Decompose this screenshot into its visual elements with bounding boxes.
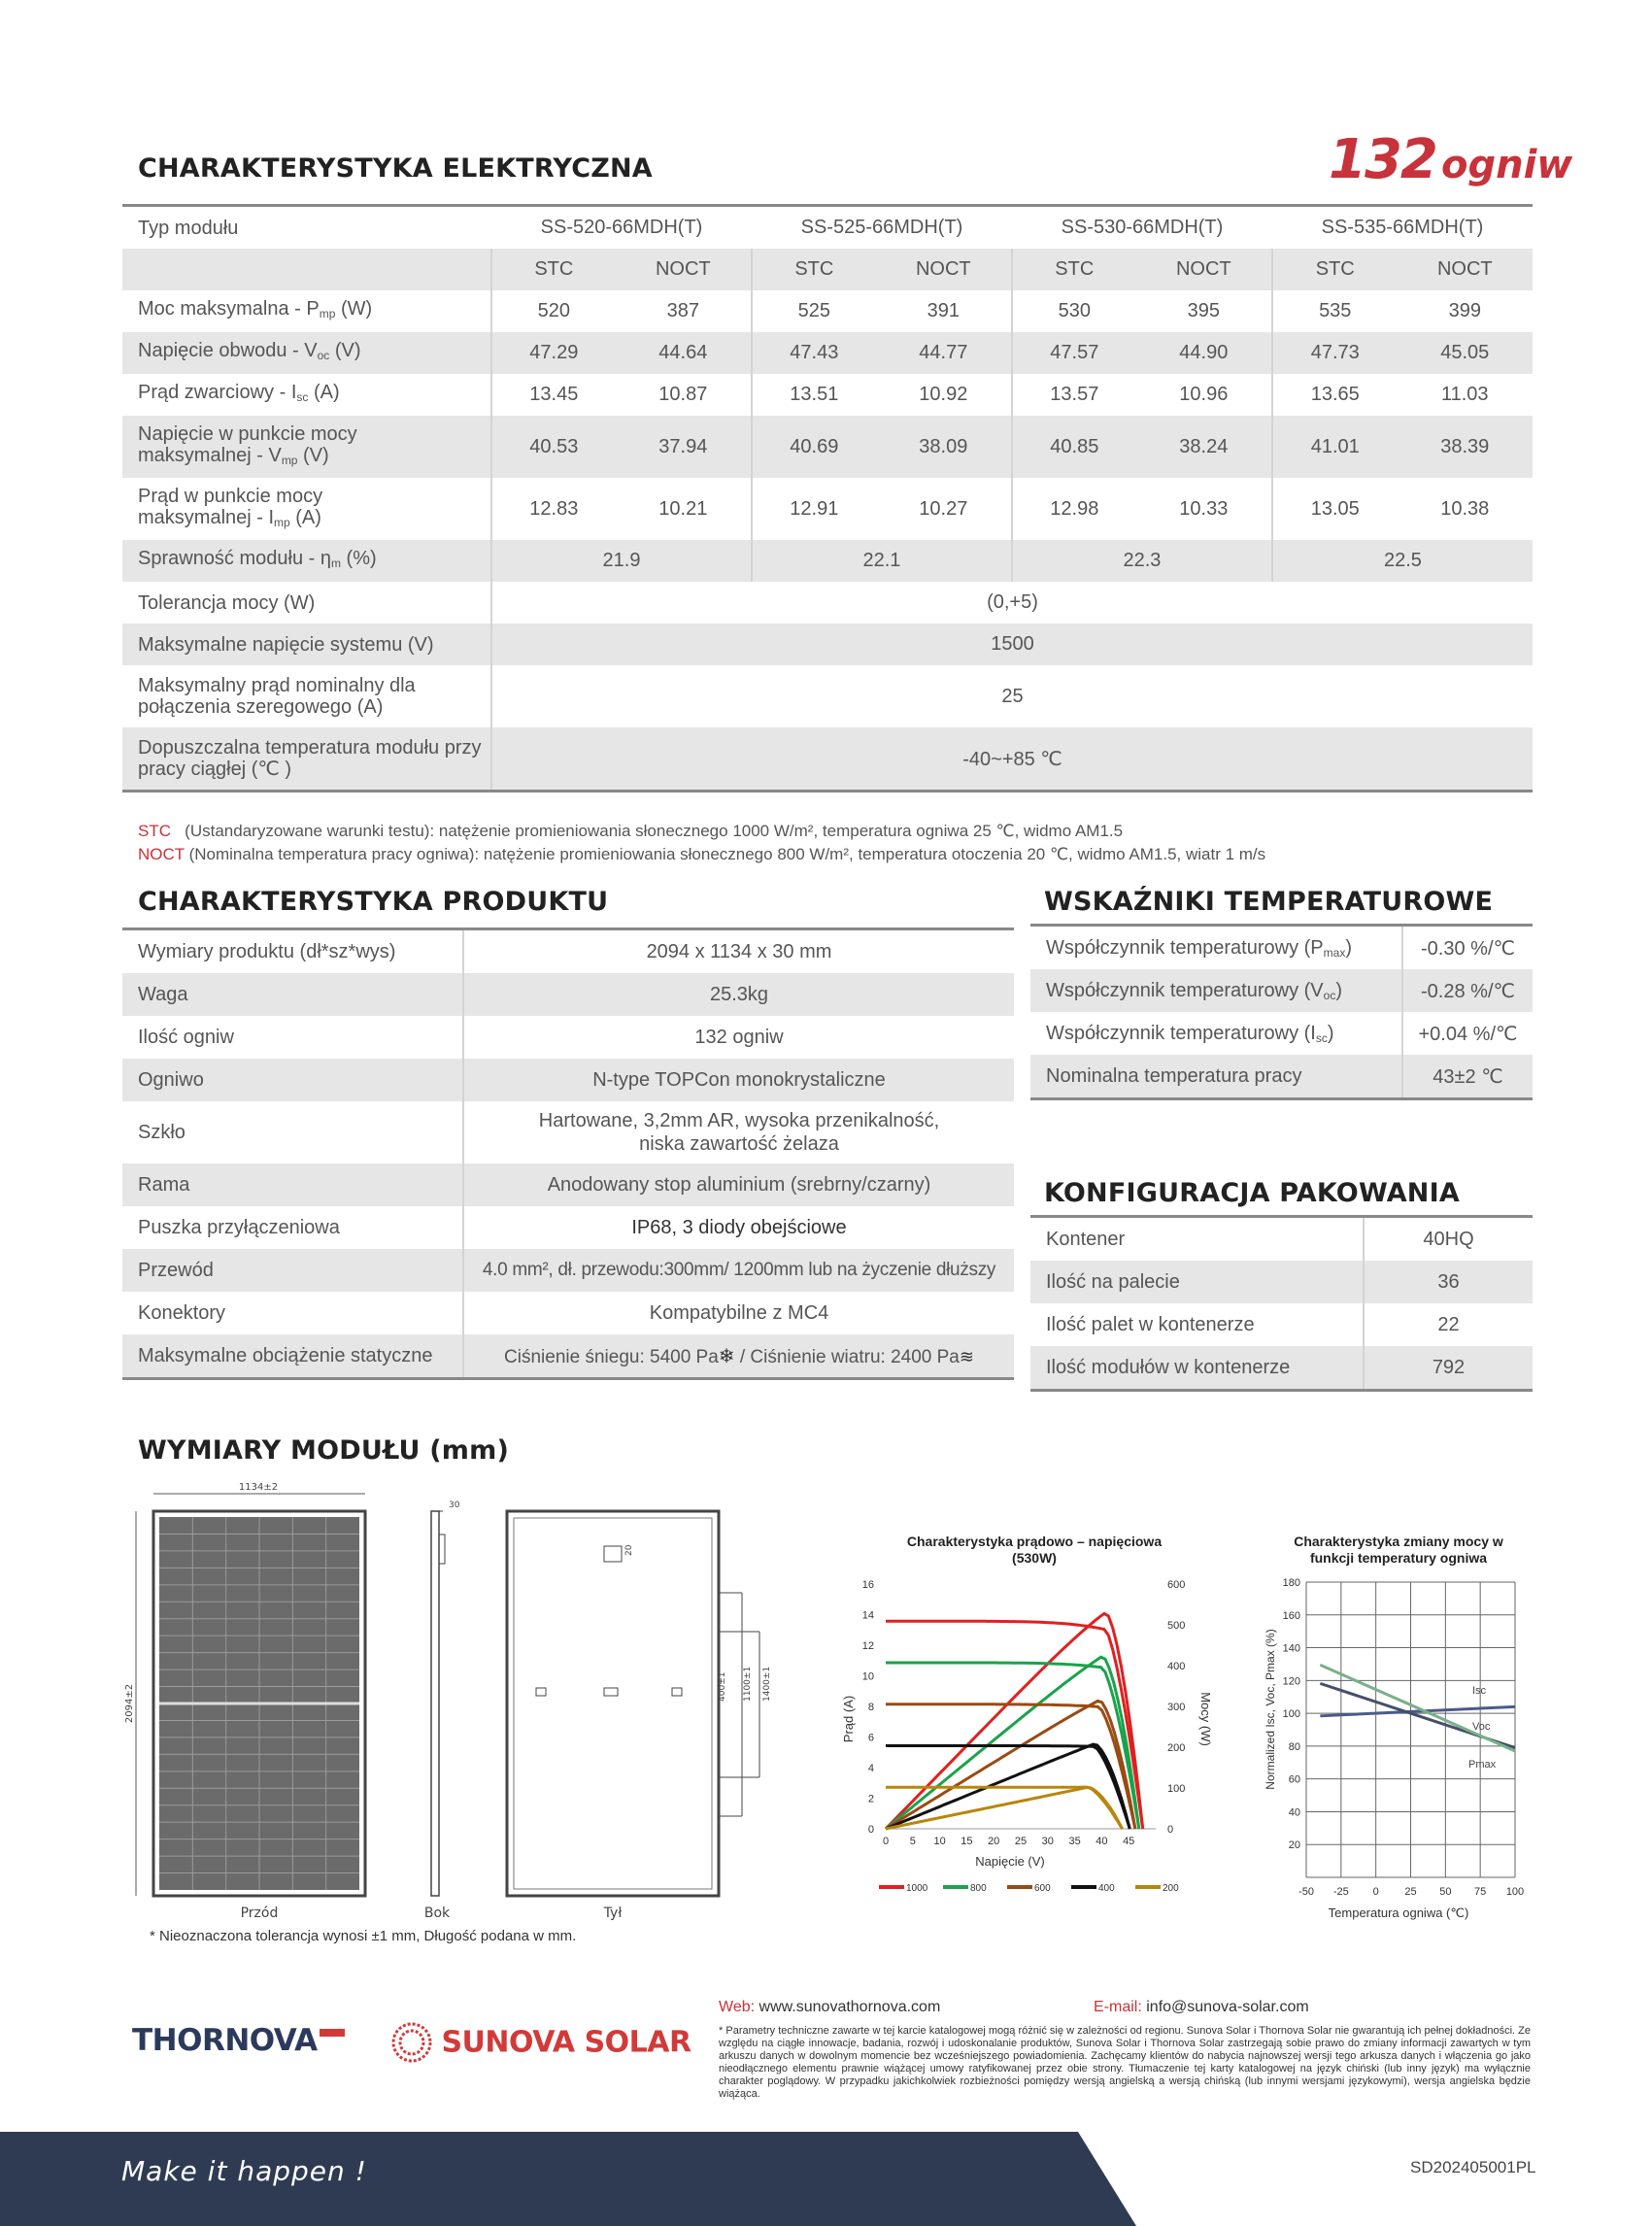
electrical-table [122,204,1533,793]
table-row [122,416,1533,478]
row-label: Kontener [1030,1217,1364,1262]
table-cell: 38.39 [1398,416,1533,478]
temp-ylabel: Normalized Isc, Voc, Pmax (%) [1264,1629,1277,1790]
depth-dimension: 30 [449,1501,460,1510]
temp-y-tick: 160 [1282,1609,1300,1622]
row-label: Puszka przyłączeniowa [122,1206,463,1249]
table-cell: -0.30 %/℃ [1402,926,1533,970]
row-label: Prąd zwarciowy - $I_{sc}$ (A) [138,382,340,404]
temp-y-tick: 140 [1282,1642,1300,1655]
temp-y-tick: 40 [1288,1806,1300,1819]
table-row [122,1059,1014,1101]
temp-x-tick: -50 [1298,1886,1314,1898]
side-label: Bok [423,1906,451,1921]
table-row [1030,926,1533,970]
web-line: Web: www.sunovathornova.com [719,1999,941,2015]
table-cell: 10.21 [658,497,708,520]
dim-a: 400±1 [718,1671,727,1702]
table-row [122,478,1533,540]
temp-line-label: Pmax [1468,1758,1497,1771]
table-cell: 2094 x 1134 x 30 mm [463,929,1014,974]
table-cell: 43±2 ℃ [1402,1055,1533,1099]
table-row [122,624,1533,665]
back-label: Tył [603,1906,623,1921]
model-name: SS-530-66MDH(T) [1012,206,1272,250]
table-cell: Hartowane, 3,2mm AR, wysoka przenikalność, niska zawartość żelaza [538,1110,940,1155]
table-cell: 4.0 mm², dł. przewodu:300mm/ 1200mm lub na życzenie dłuższy [463,1249,1014,1292]
table-row [1030,1217,1533,1262]
product-table [122,928,1014,1380]
temp-line-label: Isc [1472,1684,1487,1697]
table-cell: 530 [1012,290,1136,332]
cells-badge [1329,128,1572,191]
table-cell: 792 [1364,1346,1533,1391]
table-cell: 40.85 [1012,416,1136,478]
temp-x-tick: 75 [1474,1886,1487,1898]
table-row [122,1292,1014,1334]
table-cell: 395 [1187,300,1220,321]
table-cell: 40.53 [491,416,616,478]
table-cell: N-type TOPCon monokrystaliczne [463,1059,1014,1101]
table-cell: 525 [752,290,876,332]
row-label: Tolerancja mocy (W) [138,591,316,614]
row-label: Współczynnik temperaturowy $(V_{oc})$ [1030,969,1402,1012]
iv-y-tick: 8 [867,1702,874,1713]
table-cell: 44.90 [1136,332,1272,374]
table-cell: IP68, 3 diody obejściowe [631,1216,847,1238]
temp-y-tick: 120 [1282,1675,1300,1688]
slogan: Make it happen ! [121,2155,367,2187]
row-label: Maksymalny prąd nominalny dla połączenia szeregowego (A) [138,675,416,718]
table-cell: 12.91 [752,478,876,540]
cells-number: 132 [1329,128,1436,191]
table-cell: 45.05 [1398,332,1533,374]
sunova-wordmark: SUNOVA SOLAR [441,2025,691,2060]
type-label: Typ modułu [122,206,491,250]
table-cell: 44.77 [876,332,1012,374]
iv-x-tick: 0 [882,1836,890,1847]
table-cell: Anodowany stop aluminium (srebrny/czarny) [463,1164,1014,1206]
table-row [122,1164,1014,1206]
row-label: Ilość palet w kontenerze [1030,1303,1364,1346]
row-label: Prąd w punkcie mocy maksymalnej - $I_{mp}$ (A) [138,485,323,529]
legend-label: 400 [1098,1883,1115,1894]
packing-title: KONFIGURACJA PAKOWANIA [1044,1178,1460,1208]
noct-header: NOCT [616,249,752,290]
side-view [424,1501,460,1921]
table-cell: 38.09 [876,416,1012,478]
table-row [122,929,1014,974]
iv-x-tick: 45 [1123,1836,1135,1847]
iv-x-tick: 20 [988,1836,1000,1847]
table-row [122,665,1533,727]
sunova-sun-icon [388,2020,437,2065]
table-cell: 37.94 [616,416,752,478]
legend-label: 800 [970,1883,987,1894]
temp-y-tick: 20 [1288,1839,1300,1852]
table-cell: 535 [1272,290,1398,332]
row-label: Ilość na palecie [1030,1261,1364,1303]
temp-chart [1253,1520,1544,1928]
table-cell: 47.43 [752,332,876,374]
table-cell: 41.01 [1272,416,1398,478]
dim-d: 20 [624,1544,634,1556]
table-cell: 40HQ [1364,1217,1533,1262]
row-label: Waga [122,973,463,1016]
temp-x-tick: 0 [1372,1886,1379,1898]
table-cell: 22.3 [1012,540,1272,582]
stc-header: STC [752,249,876,290]
iv-y-tick: 6 [867,1732,874,1744]
table-cell: 1500 [491,624,1533,665]
pv-curve-600 [886,1701,1135,1829]
front-label: Przód [240,1906,279,1921]
table-cell: 22 [1437,1313,1460,1335]
table-row [1030,969,1533,1012]
iv-y-tick: 16 [861,1579,874,1591]
temp-x-tick: -25 [1332,1886,1349,1898]
temp-line-label: Voc [1472,1721,1491,1733]
packing-table [1030,1215,1533,1392]
table-cell: 47.29 [491,332,616,374]
width-dimension: 1134±2 [238,1482,279,1493]
row-label: Moc maksymalna - $P_{mp}$ (W) [138,298,373,320]
front-view [124,1482,365,1921]
thornova-logo-accent [320,2029,345,2037]
table-cell: 12.98 [1012,478,1136,540]
row-label: Ogniwo [122,1059,463,1101]
table-cell: 10.96 [1179,384,1229,405]
iv-x-tick: 5 [909,1836,916,1847]
table-row [122,374,1533,416]
row-label: Przewód [122,1249,463,1292]
iv-x-tick: 25 [1014,1836,1028,1847]
row-label: Ilość modułów w kontenerze [1030,1346,1364,1391]
snowflake-icon: ❄ [718,1345,735,1367]
table-cell: 13.05 [1272,478,1398,540]
table-cell: 132 ogniw [694,1026,784,1048]
table-cell: 25 [491,665,1533,727]
table-row [122,206,1533,250]
model-name: SS-535-66MDH(T) [1272,206,1533,250]
table-row [1030,1261,1533,1303]
electrical-title: CHARAKTERYSTYKA ELEKTRYCZNA [138,153,653,184]
model-name: SS-520-66MDH(T) [491,206,752,250]
table-cell: 399 [1448,300,1481,321]
noct-header: NOCT [1136,249,1272,290]
legend-label: 600 [1034,1883,1051,1894]
table-cell: 13.51 [752,374,876,416]
table-row [122,1249,1014,1292]
noct-header: NOCT [1398,249,1533,290]
stc-note: STC (Ustandaryzowane warunki testu): natężenie promieniowania słonecznego 1000 W/m², temperatura ogniwa 25 ℃, widmo AM1.5 [138,822,1124,840]
table-cell: 13.57 [1012,374,1136,416]
iv-chart-subtitle: (530W) [1012,1550,1057,1566]
row-label: Współczynnik temperaturowy $(P_{max})$ [1030,926,1402,970]
email-link[interactable]: info@sunova-solar.com [1146,1999,1309,2015]
table-row [122,1101,1014,1164]
iv-y-tick: 0 [867,1824,874,1836]
table-cell: Kompatybilne z MC4 [649,1301,829,1324]
iv-x-tick: 10 [933,1836,946,1847]
temp-y-tick: 180 [1282,1577,1300,1589]
row-label: Napięcie w punkcie mocy maksymalnej - $V_{mp}$ (V) [122,416,491,478]
product-title: CHARAKTERYSTYKA PRODUKTU [138,887,609,917]
iv-x-tick: 15 [961,1836,973,1847]
back-view [507,1511,772,1921]
iv-y-tick: 10 [861,1670,874,1683]
row-label: Nominalna temperatura pracy [1030,1055,1402,1099]
temp-x-tick: 50 [1439,1886,1452,1898]
temp-x-tick: 100 [1505,1886,1525,1898]
dims-note: * Nieoznaczona tolerancja wynosi ±1 mm, Długość podana w mm. [150,1928,577,1944]
footer-notch [1078,2132,1652,2226]
table-cell: 11.03 [1440,384,1489,405]
table-row [122,249,1533,290]
iv-ylabel: Prąd (A) [841,1695,856,1743]
iv-y2-tick: 100 [1167,1783,1186,1795]
table-cell: Ciśnienie śniegu: 5400 Pa❄ / Ciśnienie wiatru: 2400 Pa≋ [463,1334,1014,1379]
table-row [122,332,1533,374]
iv-xlabel: Napięcie (V) [975,1854,1045,1869]
iv-y-tick: 12 [861,1640,874,1652]
noct-note: NOCT (Nominalna temperatura pracy ogniwa): natężenie promieniowania słonecznego 800 W/m², temperatura otoczenia 20 ℃, widmo AM1.5, wiatr 1 m/s [138,845,1266,863]
table-cell: 44.64 [616,332,752,374]
iv-chart-title: Charakterystyka prądowo – napięciowa [906,1534,1163,1549]
iv-y-tick: 4 [867,1763,874,1774]
temp-y-tick: 80 [1288,1740,1300,1753]
cells-word: ogniw [1441,143,1573,187]
row-label: Sprawność modułu - $\eta_m$ (%) [122,540,491,582]
table-cell: 47.73 [1272,332,1398,374]
temp-y-tick: 100 [1282,1708,1300,1721]
table-cell: 10.38 [1440,497,1490,520]
iv-y-tick: 14 [861,1609,874,1622]
iv-y2-tick: 400 [1167,1661,1186,1672]
table-cell: 10.92 [919,384,968,405]
table-cell: 13.45 [491,374,616,416]
table-cell: 21.9 [491,540,752,582]
stc-header: STC [1012,249,1136,290]
table-cell: -40~+85 ℃ [491,727,1533,792]
row-label: Wymiary produktu (dł*sz*wys) [122,929,463,974]
temp-x-tick: 25 [1404,1886,1417,1898]
stc-header: STC [1272,249,1398,290]
module-drawings [122,1476,860,1962]
table-cell: 40.69 [752,416,876,478]
table-cell: 22.5 [1272,540,1533,582]
table-cell: -0.28 %/℃ [1402,969,1533,1012]
row-label: Maksymalne napięcie systemu (V) [122,624,491,665]
row-label: Rama [122,1164,463,1206]
tempco-table [1030,924,1533,1100]
height-dimension: 2094±2 [124,1683,135,1724]
row-label: Współczynnik temperaturowy $(I_{sc})$ [1030,1012,1402,1055]
table-cell: 10.33 [1179,497,1229,520]
model-name: SS-525-66MDH(T) [752,206,1012,250]
table-row [122,290,1533,332]
table-row [1030,1346,1533,1391]
iv-x-tick: 30 [1041,1836,1054,1847]
doc-code: SD202405001PL [1410,2158,1536,2176]
table-cell: 13.65 [1272,374,1398,416]
thornova-logo: THORNOVA [132,2023,345,2058]
temp-y-tick: 60 [1288,1773,1300,1786]
table-cell: (0,+5) [491,582,1533,624]
table-cell: 25.3kg [463,973,1014,1016]
iv-y-tick: 2 [867,1793,874,1805]
row-label: Napięcie obwodu - $V_{oc}$ (V) [122,332,491,374]
table-cell: 387 [666,300,700,321]
table-cell: 36 [1364,1261,1533,1303]
iv-y2-tick: 200 [1167,1742,1186,1754]
table-cell: 38.24 [1136,416,1272,478]
table-cell: 12.83 [491,478,616,540]
noct-header: NOCT [876,249,1012,290]
table-cell: 391 [927,300,960,321]
iv-y2-tick: 600 [1167,1579,1186,1591]
iv-x-tick: 40 [1096,1836,1108,1847]
temp-xlabel: Temperatura ogniwa (℃) [1328,1906,1469,1920]
table-cell: 47.57 [1012,332,1136,374]
table-row [122,1016,1014,1059]
table-row [122,540,1533,582]
table-row [1030,1012,1533,1055]
row-label: Ilość ogniw [122,1016,463,1059]
table-row [122,727,1533,792]
table-row [122,582,1533,624]
tempco-title: WSKAŹNIKI TEMPERATUROWE [1044,887,1494,917]
table-cell: +0.04 %/℃ [1418,1023,1518,1045]
row-label: Szkło [122,1101,463,1164]
disclaimer: * Parametry techniczne zawarte w tej karcie katalogowej mogą różnić się w zależności od regionu. Sunova Solar i Thornova Solar nie gwarantują ich pełnej dokładności. Ze względu na ciągłe innowacje, badania, rozwój i udoskonalanie produktów, Sunova Solar i Thornova Solar zastrzegają sobie prawo do zmiany informacji zawartych w tym arkuszu danych w dowolnym momencie bez wcześniejszego powiadomienia. Zachęcamy klientów do nabycia najnowszej wersji tego arkusza danych i włączenia go jako nieodłącznego elementu prawnie wiążącej umowy ratyfikowanej przez obie strony. Tłumaczenie tej karty katalogowej na język chiński (lub inny język) ma wyłącznie charakter poglądowy. W przypadku jakichkolwiek rozbieżności pomiędzy wersją angielską a wersją chińską (lub innymi wersjami językowymi), wersja angielska będzie wiążąca. [719,2025,1531,2100]
iv-y2label: Mocy (W) [1198,1692,1213,1746]
table-cell: 10.87 [658,384,708,405]
row-label: Konektory [122,1292,463,1334]
iv-y2-tick: 0 [1167,1824,1174,1836]
row-label: Maksymalne obciążenie statyczne [122,1334,463,1379]
table-cell: 520 [491,290,616,332]
email-line: E-mail: info@sunova-solar.com [1094,1999,1309,2015]
table-cell: 22.1 [752,540,1012,582]
dim-c: 1400±1 [762,1666,772,1702]
sunova-logo [388,2020,691,2065]
table-cell: 10.27 [919,497,968,520]
dim-b: 1100±1 [743,1666,753,1702]
table-row [122,1334,1014,1379]
iv-chart [835,1520,1214,1908]
iv-y2-tick: 500 [1167,1620,1186,1632]
dims-title: WYMIARY MODUŁU (mm) [138,1435,510,1466]
row-label: Dopuszczalna temperatura modułu przy pracy ciągłej (℃ ) [122,727,491,792]
table-row [122,973,1014,1016]
temp-chart-subtitle: funkcji temperatury ogniwa [1309,1550,1488,1566]
table-row [1030,1055,1533,1099]
table-row [122,1206,1014,1249]
legend-label: 1000 [906,1883,928,1894]
temp-chart-title: Charakterystyka zmiany mocy w [1294,1534,1503,1549]
web-link[interactable]: www.sunovathornova.com [759,1999,941,2015]
iv-y2-tick: 300 [1167,1702,1186,1713]
wind-icon: ≋ [959,1346,974,1366]
iv-curve-600 [886,1704,1135,1829]
iv-x-tick: 35 [1068,1836,1081,1847]
table-row [1030,1303,1533,1346]
legend-label: 200 [1163,1883,1179,1894]
stc-header: STC [491,249,616,290]
